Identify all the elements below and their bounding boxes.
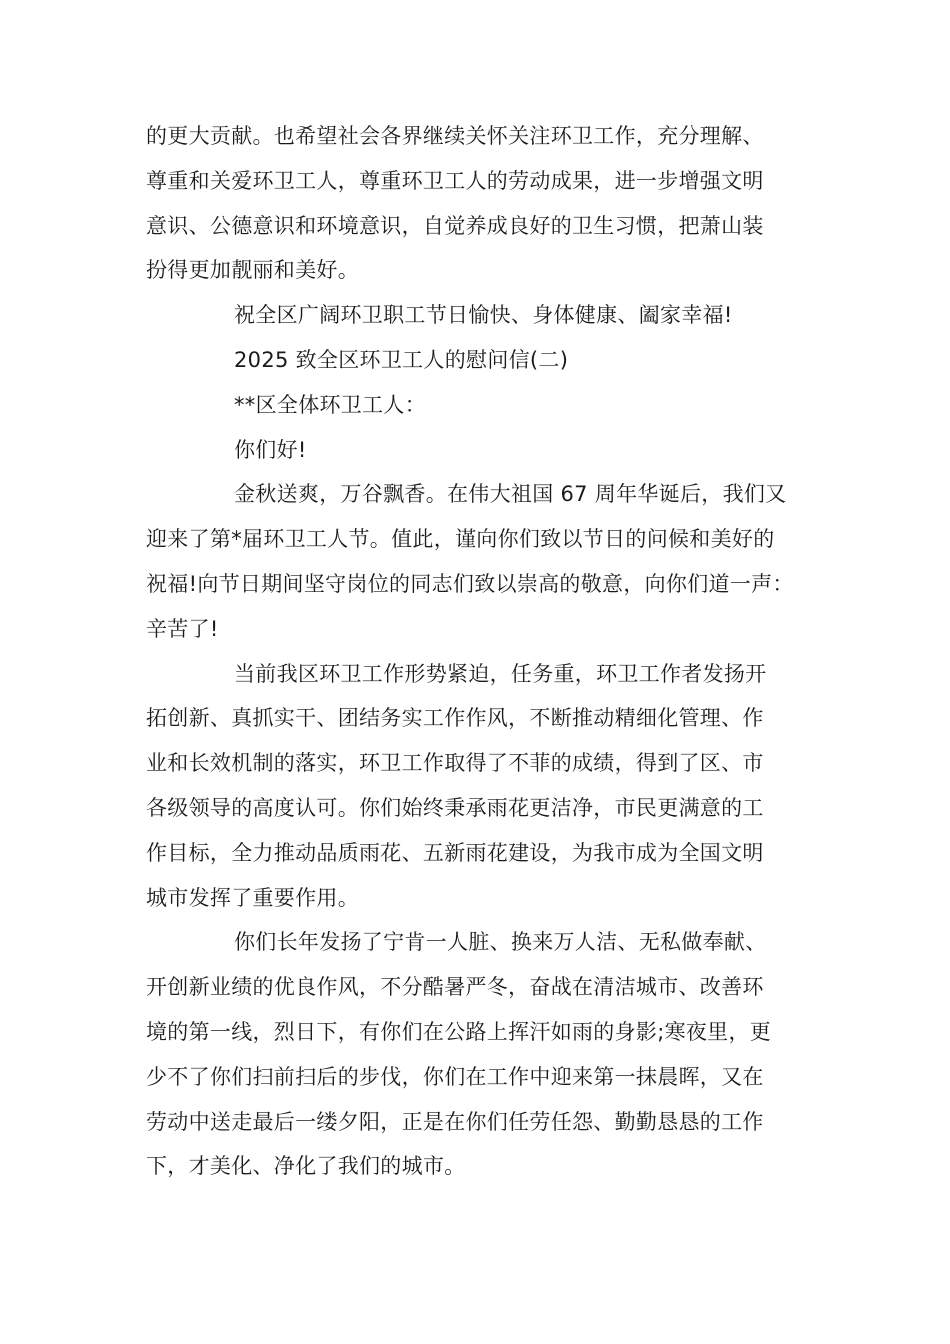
text-line: 迎来了第*届环卫工人节。值此，谨向你们致以节日的问候和美好的 <box>146 527 775 552</box>
text-line: 境的第一线，烈日下，有你们在公路上挥汗如雨的身影;寒夜里，更 <box>146 1019 772 1044</box>
paragraph-dedication <box>146 920 818 1189</box>
text-line: 你们长年发扬了宁肯一人脏、换来万人洁、无私做奉献、 <box>234 930 767 955</box>
text-line: 当前我区环卫工作形势紧迫，任务重，环卫工作者发扬开 <box>234 661 767 686</box>
text-line: 金秋送爽，万谷飘香。在伟大祖国 67 周年华诞后，我们又 <box>234 482 787 507</box>
text-line: 下，才美化、净化了我们的城市。 <box>146 1154 466 1179</box>
text-line: 尊重和关爱环卫工人，尊重环卫工人的劳动成果，进一步增强文明 <box>146 168 764 193</box>
paragraph-wishes <box>146 293 818 338</box>
text-line: 祝全区广阔环卫职工节日愉快、身体健康、阖家幸福! <box>234 303 733 328</box>
letter-title <box>146 338 818 383</box>
text-line: 辛苦了! <box>146 616 219 641</box>
letter-salutation <box>146 383 818 428</box>
text-line: 开创新业绩的优良作风，不分酷暑严冬，奋战在清洁城市、改善环 <box>146 975 764 1000</box>
text-line: 作目标，全力推动品质雨花、五新雨花建设，为我市成为全国文明 <box>146 840 764 865</box>
text-line: 少不了你们扫前扫后的步伐，你们在工作中迎来第一抹晨晖，又在 <box>146 1064 764 1089</box>
letter-greeting <box>146 428 818 473</box>
paragraph-autumn <box>146 472 818 651</box>
text-line: **区全体环卫工人： <box>234 392 426 417</box>
text-line: 各级领导的高度认可。你们始终秉承雨花更洁净，市民更满意的工 <box>146 795 764 820</box>
text-line: 2025 致全区环卫工人的慰问信(二) <box>234 347 569 372</box>
text-line: 扮得更加靓丽和美好。 <box>146 258 359 283</box>
text-line: 拓创新、真抓实干、团结务实工作作风，不断推动精细化管理、作 <box>146 706 764 731</box>
text-line: 城市发挥了重要作用。 <box>146 885 359 910</box>
text-line: 业和长效机制的落实，环卫工作取得了不菲的成绩，得到了区、市 <box>146 751 764 776</box>
text-line: 祝福!向节日期间坚守岗位的同志们致以崇高的敬意，向你们道一声： <box>146 571 794 596</box>
text-line: 的更大贡献。也希望社会各界继续关怀关注环卫工作，充分理解、 <box>146 124 764 148</box>
text-line: 劳动中送走最后一缕夕阳，正是在你们任劳任怨、勤勤恳恳的工作 <box>146 1109 764 1134</box>
text-line: 意识、公德意识和环境意识，自觉养成良好的卫生习惯，把萧山装 <box>146 213 764 238</box>
paragraph-current-situation <box>146 652 818 921</box>
paragraph-closing-contribution <box>146 114 818 293</box>
document-body <box>146 114 818 1189</box>
text-line: 你们好! <box>234 437 307 462</box>
